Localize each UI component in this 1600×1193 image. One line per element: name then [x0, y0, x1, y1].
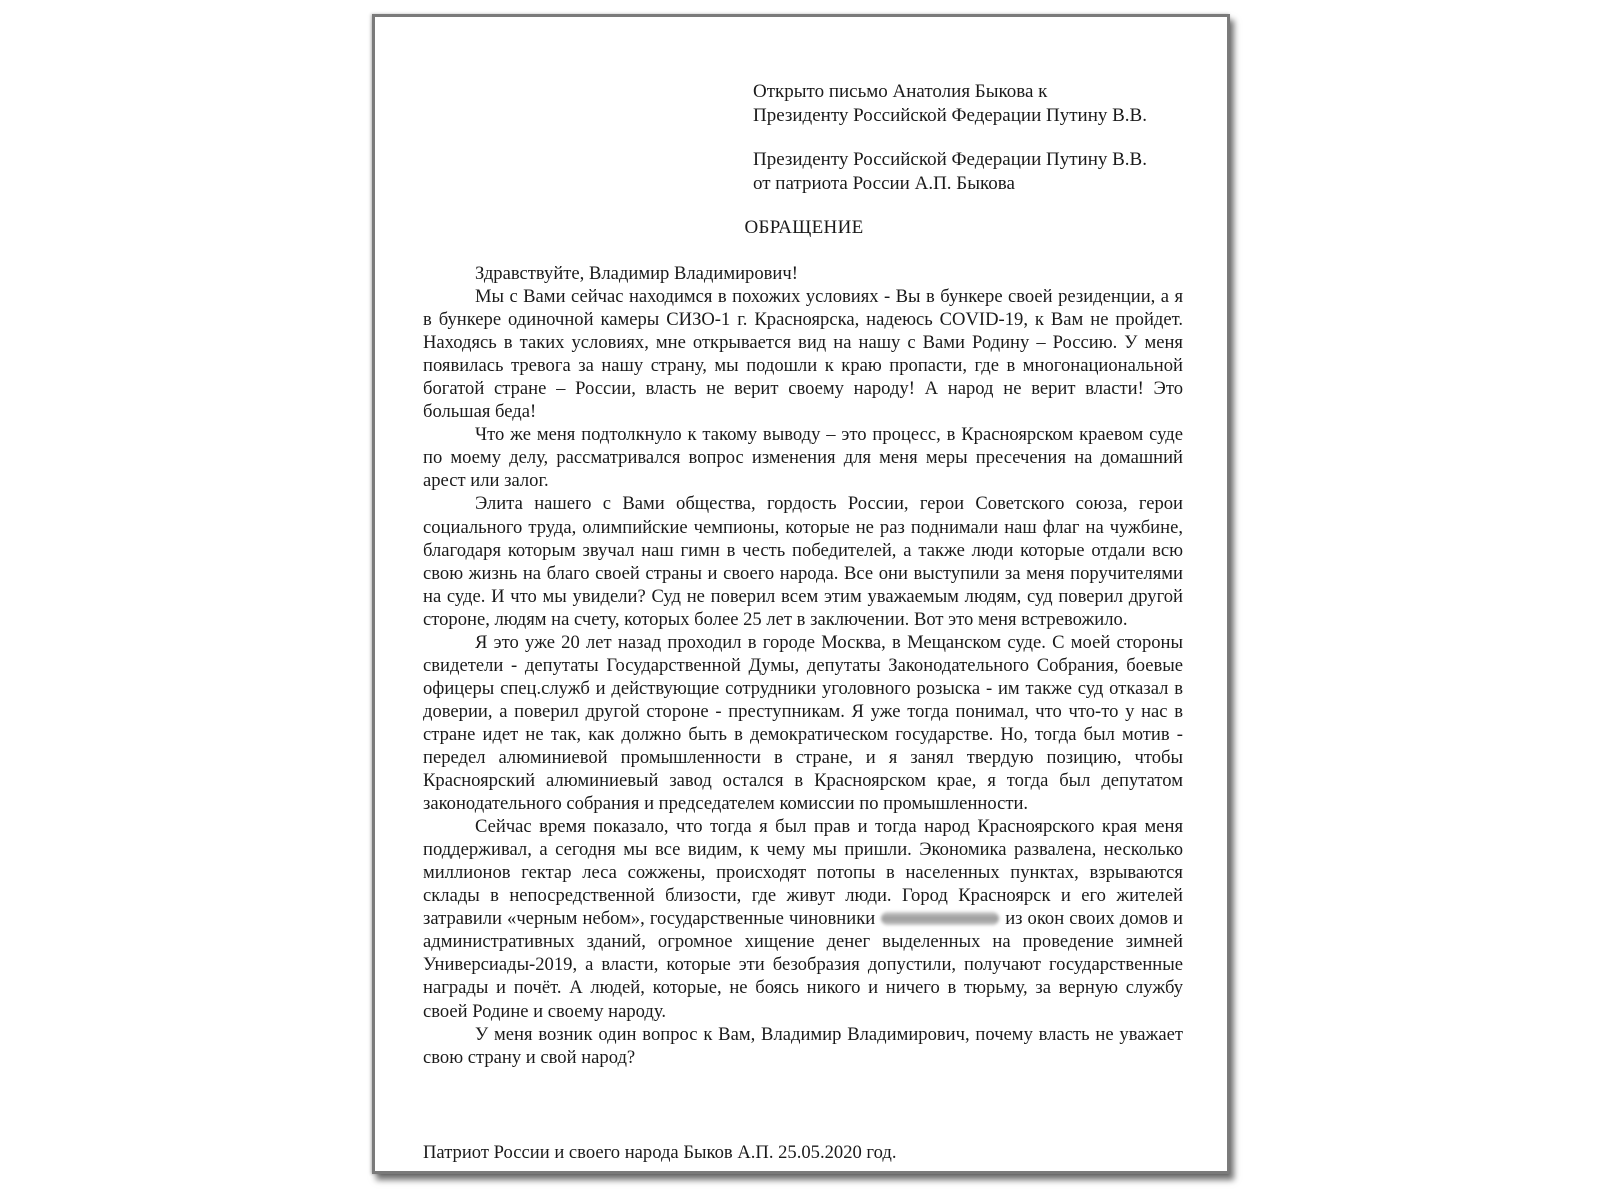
letter-body	[423, 262, 1183, 1069]
paragraph-5-after: из окон своих домов и административных зданий, огромное хищение денег выделенных на проведение зимней Универсиады-2019, а власти, которые эти безобразия допустили, получают государственные награды и почёт. А людей, которые, не боясь никого и ничего в тюрьму, за верную службу своей Родине и своему народу.	[423, 908, 1184, 1022]
paragraph-5	[423, 815, 1183, 1022]
addressee-block	[753, 148, 1147, 195]
letter-header	[753, 80, 1147, 127]
paragraph-4: Я это уже 20 лет назад проходил в городе Москва, в Мещанском суде. С моей стороны свидетели - депутаты Государственной Думы, депутаты Законодательного Собрания, боевые офицеры спец.служб и действующие сотрудники уголовного розыска - им также суд отказал в доверии, а поверил другой стороне - преступникам. Я уже тогда понимал, что что-то у нас в стране идет не так, как должно быть в демократическом государстве. Но, тогда был мотив - передел алюминиевой промышленности в стране, и я занял твердую позицию, чтобы Красноярский алюминиевый завод остался в Красноярском крае, я тогда был депутатом законодательного собрания и председателем комиссии по промышленности.	[423, 631, 1183, 815]
letter-title: ОБРАЩЕНИЕ	[744, 217, 864, 238]
paragraph-6: У меня возник один вопрос к Вам, Владимир Владимирович, почему власть не уважает свою страну и свой народ?	[423, 1023, 1183, 1068]
addressee-line-1: Президенту Российской Федерации Путину В.В.	[753, 149, 1147, 170]
letter-page	[372, 14, 1230, 1174]
header-line-1: Открыто письмо Анатолия Быкова к	[753, 81, 1048, 102]
paragraph-5-before: Сейчас время показало, что тогда я был прав и тогда народ Красноярского края меня поддерживал, а сегодня мы все видим, к чему мы пришли. Экономика развалена, несколько миллионов гектар леса сожжены, происходят потопы в населенных пунктах, взрываются склады в непосредственной близости, где живут люди. Город Красноярск и его жителей затравили «черным небом», государственные чиновники	[423, 816, 1183, 930]
paragraph-1: Мы с Вами сейчас находимся в похожих условиях - Вы в бункере своей резиденции, а я в бункере одиночной камеры СИЗО-1 г. Красноярска, надеюсь COVID-19, к Вам не пройдет. Находясь в таких условиях, мне открывается вид на нашу с Вами Родину – Россию. У меня появилась тревога за нашу страну, мы подошли к краю пропасти, где в многонациональной богатой стране – России, власть не верит своему народу! А народ не верит власти! Это большая беда!	[423, 286, 1183, 423]
paragraph-2: Что же меня подтолкнуло к такому выводу – это процесс, в Красноярском краевом суде по моему делу, рассматривался вопрос изменения для меня меры пресечения на домашний арест или залог.	[423, 424, 1183, 492]
addressee-line-2: от патриота России А.П. Быкова	[753, 172, 1015, 194]
signature: Патриот России и своего народа Быков А.П. 25.05.2020 год.	[423, 1142, 897, 1163]
paragraph-3: Элита нашего с Вами общества, гордость России, герои Советского союза, герои социального труда, олимпийские чемпионы, которые не раз поднимали наш флаг на чужбине, благодаря которым звучал наш гимн в честь победителей, а также люди которые отдали всю свою жизнь на благо своей страны и своего народа. Все они выступили за меня поручителями на суде. И что мы увидели? Суд не поверил всем этим уважаемым людям, суд поверил другой стороне, людям на счету, которых более 25 лет в заключении. Вот это меня встревожило.	[423, 493, 1183, 630]
header-line-2: Президенту Российской Федерации Путину В.В.	[753, 104, 1147, 126]
redacted-blur	[881, 912, 999, 925]
greeting: Здравствуйте, Владимир Владимирович!	[475, 263, 798, 284]
